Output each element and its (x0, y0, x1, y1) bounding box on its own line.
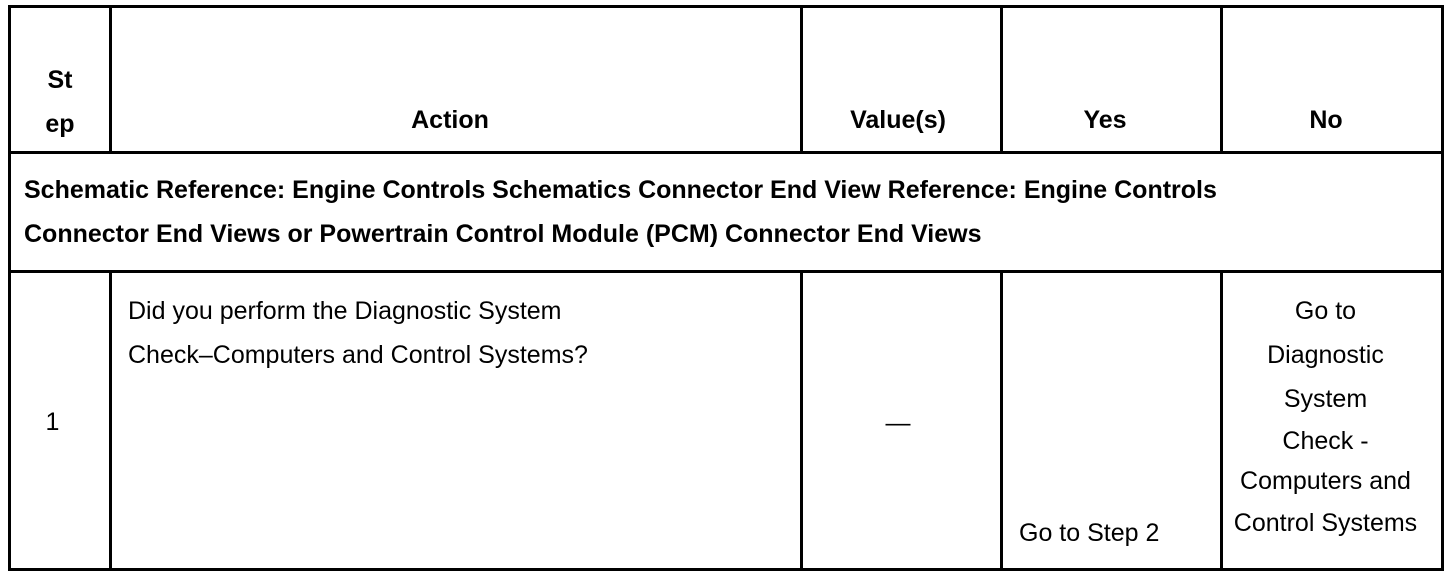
reference-line2: Connector End Views or Powertrain Control Module (PCM) Connector End Views (24, 220, 982, 248)
header-step (11, 58, 109, 146)
header-values: Value(s) (850, 106, 946, 134)
table-border-top (8, 5, 1444, 8)
row-no-line4: Check - (1282, 427, 1369, 455)
row-no (1223, 289, 1428, 545)
header-action: Action (411, 106, 489, 134)
col-divider-values-row (1000, 270, 1003, 571)
row-no-line2: Diagnostic (1267, 341, 1384, 369)
row-value: — (885, 409, 911, 437)
row-step-number: 1 (45, 408, 60, 436)
reference-text (24, 168, 1434, 256)
row-no-line3: System (1283, 385, 1368, 413)
header-yes: Yes (1083, 106, 1127, 134)
col-divider-step-row (109, 270, 112, 571)
table-border-bottom (8, 568, 1444, 571)
header-divider (8, 151, 1444, 154)
row-action-line1: Did you perform the Diagnostic System (128, 297, 562, 325)
reference-line1: Schematic Reference: Engine Controls Schematics Connector End View Reference: Engine Controls (24, 176, 1217, 204)
header-step-line1: St (47, 66, 73, 94)
row-action (128, 289, 788, 377)
row-no-line6: Control Systems (1233, 509, 1418, 537)
header-step-line2: ep (45, 110, 75, 138)
reference-divider (8, 270, 1444, 273)
row-no-line5: Computers and (1240, 467, 1411, 495)
row-yes: Go to Step 2 (1019, 519, 1160, 547)
header-no: No (1309, 106, 1343, 134)
row-no-line1: Go to (1294, 297, 1357, 325)
table-border-right (1441, 5, 1444, 571)
row-action-line2: Check–Computers and Control Systems? (128, 341, 588, 369)
